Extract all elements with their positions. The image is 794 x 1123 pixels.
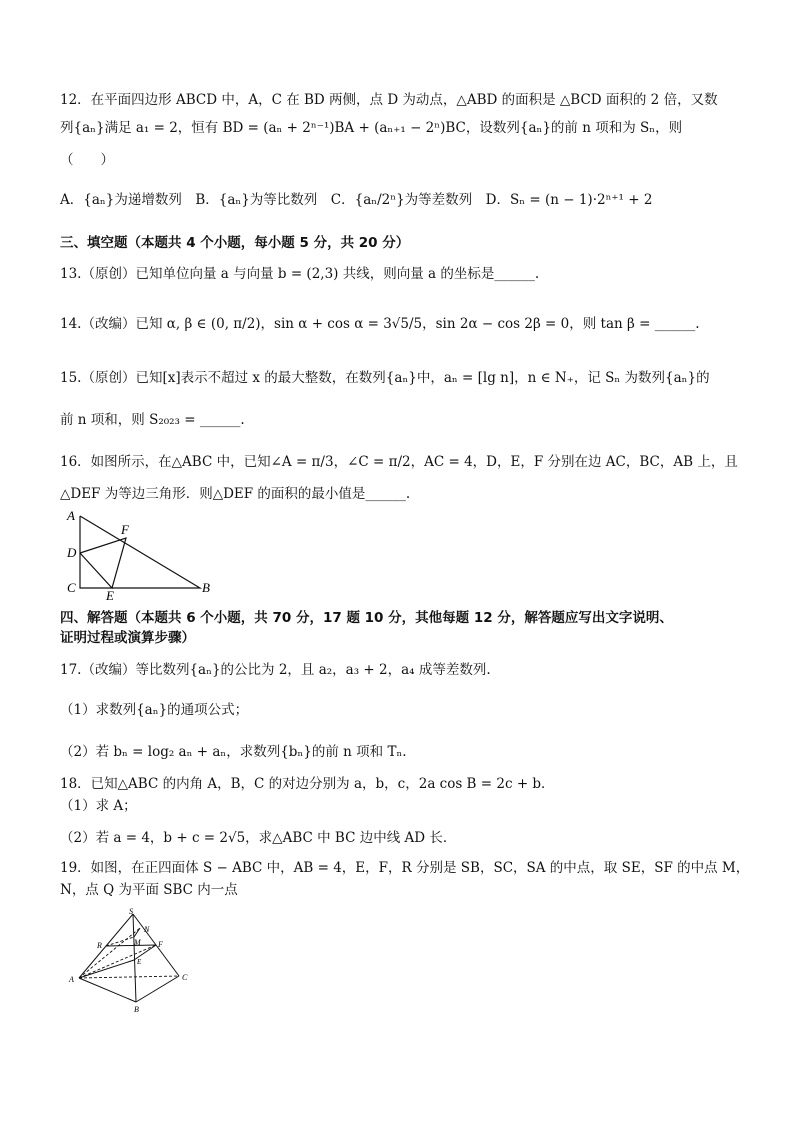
label-A: A <box>69 975 74 984</box>
label-B: B <box>134 1005 139 1014</box>
q19-line2: N，点 Q 为平面 SBC 内一点 <box>60 882 238 898</box>
q15-line2: 前 n 项和，则 S₂₀₂₃ = ______. <box>60 412 245 428</box>
q13-text: 13.（原创）已知单位向量 a 与向量 b = (2,3) 共线，则向量 a 的坐标是______. <box>60 266 540 282</box>
triangle-figure <box>62 508 222 600</box>
label-M: M <box>134 938 141 947</box>
q15-line1: 15.（原创）已知[x]表示不超过 x 的最大整数，在数列{aₙ}中，aₙ = [lg n]，n ∈ N₊，记 Sₙ 为数列{aₙ}的 <box>60 370 710 386</box>
q12-line2: 列{aₙ}满足 a₁ = 2，恒有 BD = (aₙ + 2ⁿ⁻¹)BA + (aₙ₊₁ − 2ⁿ)BC，设数列{aₙ}的前 n 项和为 Sₙ，则 <box>60 120 683 136</box>
q16-line2: △DEF 为等边三角形．则△DEF 的面积的最小值是______. <box>60 486 411 502</box>
label-E: E <box>106 588 114 600</box>
q16-line1: 16．如图所示，在△ABC 中，已知∠A = π/3，∠C = π/2，AC = 4，D，E，F 分别在边 AC，BC，AB 上，且 <box>60 454 738 470</box>
label-S: S <box>129 907 133 916</box>
q12-line1: 12．在平面四边形 ABCD 中，A，C 在 BD 两侧，点 D 为动点，△ABD 的面积是 △BCD 面积的 2 倍，又数 <box>60 92 718 108</box>
q12-line3: （ ） <box>60 152 114 168</box>
label-D: D <box>67 545 77 560</box>
q18-part2: （2）若 a = 4，b + c = 2√5，求△ABC 中 BC 边中线 AD 长． <box>60 830 457 846</box>
section4-heading-line2: 证明过程或演算步骤） <box>60 630 195 646</box>
q14-text: 14.（改编）已知 α, β ∈ (0, π/2)，sin α + cos α = 3√5/5，sin 2α − cos 2β = 0，则 tan β = ______. <box>60 316 700 332</box>
label-E: E <box>137 958 142 966</box>
label-A: A <box>67 508 75 523</box>
label-F: F <box>158 940 163 949</box>
label-N: N <box>144 925 150 934</box>
label-C: C <box>182 973 188 982</box>
q17-part2: （2）若 bₙ = log₂ aₙ + aₙ，求数列{bₙ}的前 n 项和 Tₙ. <box>60 744 407 760</box>
label-C: C <box>67 580 76 595</box>
q17-part1: （1）求数列{aₙ}的通项公式； <box>60 702 249 718</box>
q18-part1: （1）求 A； <box>60 798 137 814</box>
label-R: R <box>97 941 102 950</box>
q12-options: A．{aₙ}为递增数列 B．{aₙ}为等比数列 C．{aₙ/2ⁿ}为等差数列 D．Sₙ = (n − 1)·2ⁿ⁺¹ + 2 <box>60 192 653 208</box>
label-F: F <box>121 522 129 537</box>
label-B: B <box>202 580 210 595</box>
q19-line1: 19．如图，在正四面体 S − ABC 中，AB = 4，E，F，R 分别是 SB，SC，SA 的中点，取 SE，SF 的中点 M， <box>60 860 750 876</box>
q17-stem: 17.（改编）等比数列{aₙ}的公比为 2，且 a₂，a₃ + 2，a₄ 成等差数列. <box>60 662 491 678</box>
q18-stem: 18．已知△ABC 的内角 A，B，C 的对边分别为 a，b，c，2a cos B = 2c + b． <box>60 776 555 792</box>
section3-heading: 三、填空题（本题共 4 个小题，每小题 5 分，共 20 分） <box>60 235 410 251</box>
tetrahedron-figure <box>66 904 196 1016</box>
section4-heading-line1: 四、解答题（本题共 6 个小题，共 70 分，17 题 10 分，其他每题 12 分，解答题应写出文字说明、 <box>60 610 673 626</box>
